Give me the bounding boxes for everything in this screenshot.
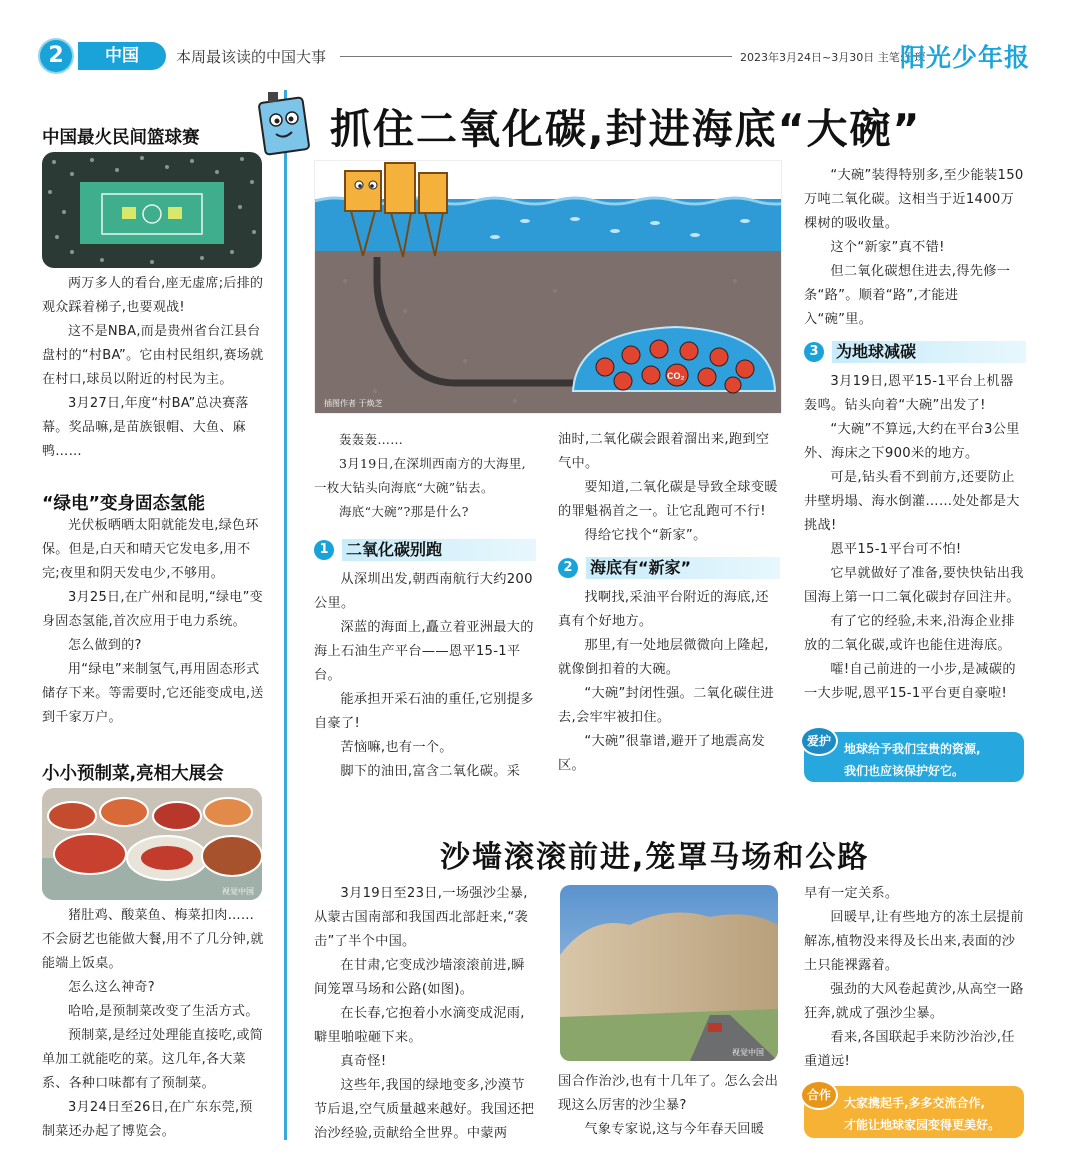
subheading-3	[804, 340, 1026, 364]
section-name: 中国	[78, 42, 166, 70]
paragraph: 在甘肃,它变成沙墙滚滚前进,瞬间笼罩马场和公路(如图)。	[314, 958, 525, 997]
paragraph: 3月19日至23日,一场强沙尘暴,从蒙古国南部和我国西北部赶来,“袭击”了半个中国。	[314, 886, 528, 949]
callout-line: 大家携起手,多多交流合作,	[844, 1096, 986, 1110]
callout-line: 地球给予我们宝贵的资源,	[844, 742, 981, 756]
section-number: 2	[40, 40, 72, 72]
subheading-number: 1	[314, 540, 334, 560]
paragraph: 轰轰轰……	[339, 432, 404, 447]
illustration-credit: 插图作者 于焕芝	[324, 399, 383, 408]
callout-label: 合作	[802, 1082, 836, 1108]
sidebar-3-body	[42, 904, 264, 1144]
article-1-title: 抓住二氧化碳,封进海底“大碗”	[330, 105, 922, 153]
prepared-food-photo	[42, 788, 262, 900]
sidebar-2-body	[42, 514, 264, 730]
paragraph: 3月19日,恩平15-1平台上机器轰鸣。钻头向着“大碗”出发了!	[804, 374, 1014, 413]
callout-text	[844, 738, 981, 782]
paragraph: 能承担开采石油的重任,它别提多自豪了!	[314, 692, 534, 731]
paragraph: 气象专家说,这与今年春天回暖	[584, 1122, 765, 1137]
paragraph: 从深圳出发,朝西南航行大约200公里。	[314, 572, 533, 611]
paragraph: 两万多人的看台,座无虚席;后排的观众踩着梯子,也要观战!	[42, 276, 264, 315]
callout-label: 爱护	[802, 728, 836, 754]
paragraph: 可是,钻头看不到前方,还要防止井壁坍塌、海水倒灌……处处都是大挑战!	[804, 470, 1020, 533]
paragraph: 回暖早,让有些地方的冻土层提前解冻,植物没来得及长出来,表面的沙土只能裸露着。	[804, 910, 1024, 973]
paragraph: 但二氧化碳想住进去,得先修一条“路”。顺着“路”,才能进入“碗”里。	[804, 264, 1011, 327]
paragraph: “大碗”很靠谱,避开了地震高发区。	[558, 734, 765, 773]
paragraph: 深蓝的海面上,矗立着亚洲最大的海上石油生产平台——恩平15-1平台。	[314, 620, 534, 683]
article-2-title: 沙墙滚滚前进,笼罩马场和公路	[440, 840, 870, 875]
callout-line: 我们也应该保护好它。	[844, 764, 965, 778]
callout-line: 才能让地球家园变得更美好。	[844, 1118, 1001, 1132]
subheading-title: 为地球减碳	[832, 341, 1026, 363]
paragraph: 早有一定关系。	[804, 886, 899, 901]
paragraph: 怎么做到的?	[68, 638, 142, 653]
basketball-photo	[42, 152, 262, 268]
paragraph: 3月25日,在广州和昆明,“绿电”变身固态氢能,首次应用于电力系统。	[42, 590, 263, 629]
paragraph: 3月19日,在深圳西南方的大海里,一枚大钻头向海底“大碗”钻去。	[314, 456, 526, 495]
paragraph: 这个“新家”真不错!	[830, 240, 945, 255]
article-1-intro	[314, 428, 536, 524]
paragraph: 光伏板晒晒太阳就能发电,绿色环保。但是,白天和晴天它发电多,用不完;夜里和阴天发电少,不够用。	[42, 518, 259, 581]
subheading-number: 2	[558, 558, 578, 578]
column-divider	[284, 90, 287, 1140]
paragraph: 强劲的大风卷起黄沙,从高空一路狂奔,就成了强沙尘暴。	[804, 982, 1024, 1021]
page-header	[40, 38, 1040, 74]
article-2-column-3	[804, 882, 1026, 1074]
paragraph: 找啊找,采油平台附近的海底,还真有个好地方。	[558, 590, 769, 629]
subheading-2	[558, 556, 780, 580]
article-2-column-1	[314, 882, 536, 1146]
callout-text	[844, 1092, 1000, 1136]
header-rule	[340, 56, 732, 57]
section-tagline: 本周最该读的中国大事	[176, 48, 327, 66]
paragraph: 有了它的经验,未来,沿海企业排放的二氧化碳,或许也能住进海底。	[804, 614, 1015, 653]
paragraph: 这不是NBA,而是贵州省台江县台盘村的“村BA”。它由村民组织,赛场就在村口,球员以附近的村民为主。	[42, 324, 264, 387]
paragraph: 哈哈,是预制菜改变了生活方式。	[68, 1004, 259, 1019]
paragraph: 要知道,二氧化碳是导致全球变暖的罪魁祸首之一。让它乱跑可不行!	[558, 480, 778, 519]
paragraph: 3月27日,年度“村BA”总决赛落幕。奖品嘛,是苗族银帽、大鱼、麻鸭……	[42, 396, 249, 459]
sidebar-1-body	[42, 272, 264, 464]
paragraph: 油时,二氧化碳会跟着溜出来,跑到空气中。	[558, 432, 770, 471]
cooperation-callout	[804, 1086, 1024, 1138]
article-1-column-3	[804, 164, 1026, 706]
article-2-column-2	[558, 1070, 780, 1142]
article-1-column-2	[558, 428, 780, 778]
paragraph: 国合作治沙,也有十几年了。怎么会出现这么厉害的沙尘暴?	[558, 1074, 779, 1113]
article-1-column-1	[314, 530, 536, 784]
sidebar-2-title: “绿电”变身固态氢能	[42, 494, 206, 514]
protect-earth-callout	[804, 732, 1024, 782]
sidebar-1-title: 中国最火民间篮球赛	[42, 128, 200, 148]
issue-date-editor: 2023年3月24日~3月30日 主笔:王琛	[740, 51, 926, 64]
seabed-co2-illustration	[314, 160, 782, 414]
paragraph: 看来,各国联起手来防沙治沙,任重道远!	[804, 1030, 1015, 1069]
paragraph: 用“绿电”来制氢气,再用固态形式储存下来。等需要时,它还能变成电,送到千家万户。	[42, 662, 264, 725]
subheading-number: 3	[804, 342, 824, 362]
paragraph: “大碗”装得特别多,至少能装150万吨二氧化碳。这相当于近1400万棵树的吸收量。	[804, 168, 1024, 231]
paragraph: 这些年,我国的绿地变多,沙漠节节后退,空气质量越来越好。我国还把治沙经验,贡献给全世界。中蒙两	[314, 1078, 535, 1141]
subheading-1	[314, 538, 536, 562]
paragraph: 3月24日至26日,在广东东莞,预制菜还办起了博览会。	[42, 1100, 253, 1139]
sandstorm-photo	[560, 885, 778, 1061]
subheading-title: 二氧化碳别跑	[342, 539, 536, 561]
subheading-title: 海底有“新家”	[586, 557, 780, 579]
paragraph: 恩平15-1平台可不怕!	[830, 542, 962, 557]
paragraph: 得给它找个“新家”。	[584, 528, 707, 543]
paragraph: 猪肚鸡、酸菜鱼、梅菜扣肉……不会厨艺也能做大餐,用不了几分钟,就能端上饭桌。	[42, 908, 264, 971]
paragraph: 那里,有一处地层微微向上隆起,就像倒扣着的大碗。	[558, 638, 769, 677]
paragraph: “大碗”封闭性强。二氧化碳住进去,会牢牢被扣住。	[558, 686, 774, 725]
book-mascot-icon	[254, 90, 314, 156]
paragraph: 苦恼嘛,也有一个。	[340, 740, 453, 755]
newspaper-brand: 阳光少年报	[900, 43, 1031, 72]
photo-credit: 视觉中国	[222, 887, 254, 896]
paragraph: 嚯!自己前进的一小步,是减碳的一大步呢,恩平15-1平台更自豪啦!	[804, 662, 1016, 701]
paragraph: 怎么这么神奇?	[68, 980, 155, 995]
paragraph: 真奇怪!	[340, 1054, 387, 1069]
paragraph: “大碗”不算远,大约在平台3公里外、海床之下900米的地方。	[804, 422, 1020, 461]
paragraph: 它早就做好了准备,要快快钻出我国海上第一口二氧化碳封存回注井。	[804, 566, 1024, 605]
paragraph: 海底“大碗”?那是什么?	[339, 504, 469, 519]
paragraph: 脚下的油田,富含二氧化碳。采	[340, 764, 521, 779]
paragraph: 预制菜,是经过处理能直接吃,或简单加工就能吃的菜。这几年,各大菜系、各种口味都有了预制菜。	[42, 1028, 264, 1091]
photo-credit: 视觉中国	[732, 1048, 764, 1057]
paragraph: 在长春,它抱着小水滴变成泥雨,噼里啪啦砸下来。	[314, 1006, 525, 1045]
co2-label: CO₂	[667, 371, 685, 381]
sidebar-3-title: 小小预制菜,亮相大展会	[42, 764, 224, 784]
